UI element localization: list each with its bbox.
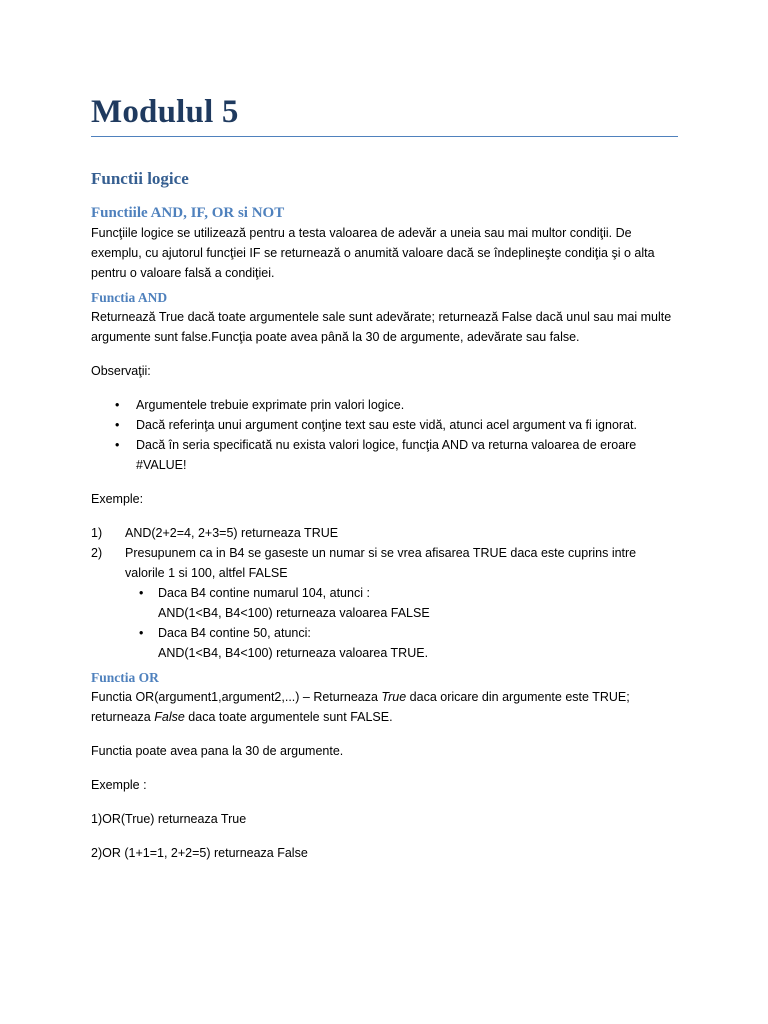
and-paragraph: Returnează True dacă toate argumentele sale sunt adevărate; returnează False dacă unul sau mai multe argumente sunt false.Funcţia poate avea până la 30 de argumente, adevărate sau false. (91, 310, 672, 344)
and-heading: Functia AND (91, 290, 168, 305)
or-example-1: 1)OR(True) returneaza True (91, 812, 247, 826)
bullet-icon: • (115, 438, 120, 452)
bullet-icon: • (115, 418, 120, 432)
or-example-2: 2)OR (1+1=1, 2+2=5) returneaza False (91, 846, 308, 860)
list-item: • Daca B4 contine 50, atunci: AND(1<B4, B4<100) returneaza valoarea TRUE. (125, 623, 679, 663)
title-divider (91, 136, 678, 137)
page-title: Modulul 5 (91, 94, 239, 130)
bullet-icon: • (139, 626, 144, 640)
list-item: • Daca B4 contine numarul 104, atunci : AND(1<B4, B4<100) returneaza valoarea FALSE (125, 583, 679, 623)
and-examples-label: Exemple: (91, 492, 144, 506)
observations-label: Observaţii: (91, 364, 151, 378)
list-item: • Dacă referinţa unui argument conţine text sau este vidă, atunci acel argument va fi ignorat. (91, 415, 679, 435)
bullet-icon: • (139, 586, 144, 600)
or-examples-label: Exemple : (91, 778, 147, 792)
bullet-icon: • (115, 398, 120, 412)
intro-paragraph: Funcţiile logice se utilizează pentru a testa valoarea de adevăr a uneia sau mai multor condiţii. De exemplu, cu ajutorul funcţiei IF se returnează o anumită valoare dacă se îndeplineşte condiţia şi o alta pentru o valoare falsă a condiţiei. (91, 226, 655, 280)
or-paragraph: Functia OR(argument1,argument2,...) – Returneaza True daca oricare din argumente este TRUE; returneaza False daca toate argumentele sunt FALSE. (91, 690, 630, 724)
list-item: • Argumentele trebuie exprimate prin valori logice. (91, 395, 679, 415)
section-heading: Functii logice (91, 169, 189, 188)
observations-list (91, 395, 679, 475)
list-item: 2) Presupunem ca in B4 se gaseste un numar si se vrea afisarea TRUE daca este cuprins intre valorile 1 si 100, altfel FALSE • Daca B4 contine numarul 104, atunci : AND(1<B4, B4<100) returneaza valoarea FALSE • Daca B4 contine 50, atunci: AND(1<B4, B4<100) returneaza valoarea TRUE. (91, 543, 679, 663)
or-heading: Functia OR (91, 670, 159, 685)
list-item: 1) AND(2+2=4, 2+3=5) returneaza TRUE (91, 526, 339, 540)
intro-heading: Functiile AND, IF, OR si NOT (91, 205, 285, 221)
list-item: • Dacă în seria specificată nu exista valori logice, funcţia AND va returna valoarea de eroare #VALUE! (91, 435, 679, 475)
or-args-note: Functia poate avea pana la 30 de argumente. (91, 744, 344, 758)
sub-list (125, 583, 679, 663)
document-content (91, 92, 679, 863)
and-examples-list (91, 523, 679, 663)
